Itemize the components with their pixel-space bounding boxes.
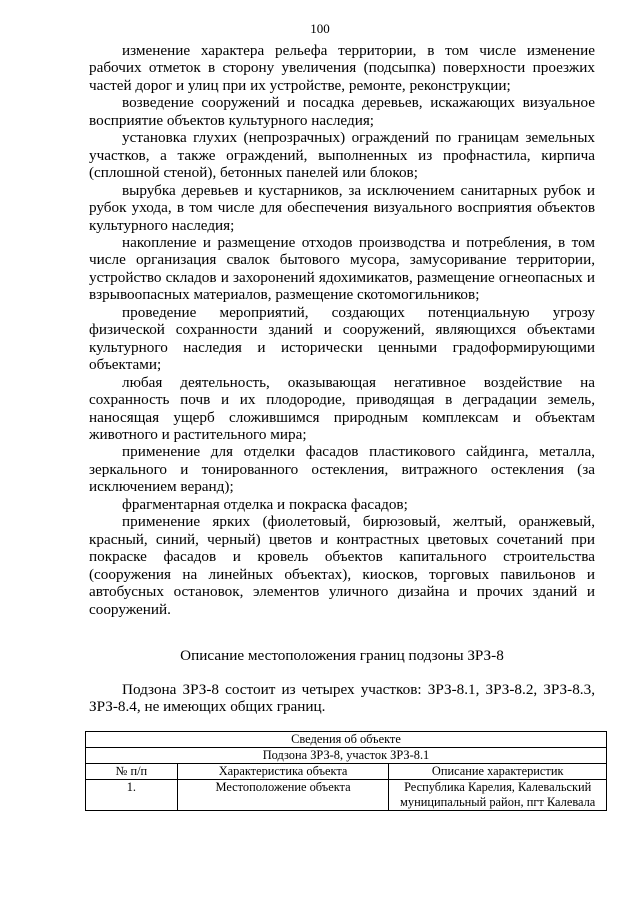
table-row [86, 780, 607, 811]
paragraph: установка глухих (непрозрачных) ограждений по границам земельных участков, а также ограждений, выполненных из профнастила, кирпича (сплошной стеной), бетонных панелей или блоков; [89, 129, 595, 182]
page-number: 100 [310, 21, 330, 36]
paragraph: возведение сооружений и посадка деревьев, искажающих визуальное восприятие объектов культурного наследия; [89, 94, 595, 129]
paragraph: применение для отделки фасадов пластикового сайдинга, металла, зеркального и тонированного остекления, витражного остекления (за исключением веранд); [89, 443, 595, 496]
object-info-table [85, 731, 607, 811]
column-header: Характеристика объекта [177, 764, 389, 780]
table-header-row [86, 764, 607, 780]
paragraph: накопление и размещение отходов производства и потребления, в том числе организация свалок бытового мусора, замусоривание территории, устройство складов и захоронений ядохимикатов, размещение огнеопасных и взрывоопасных материалов, размещение скотомогильников; [89, 233, 595, 304]
column-header: № п/п [86, 764, 178, 780]
table-cell: Местоположение объекта [177, 780, 389, 811]
paragraph: применение ярких (фиолетовый, бирюзовый, желтый, оранжевый, красный, синий, черный) цветов и контрастных цветовых сочетаний при покраске фасадов и кровель объектов капитального строительства (сооружения на линейных объектах), киосков, торговых павильонов и автобусных остановок, элементов уличного дизайна и прочих зданий и сооружений. [89, 513, 595, 618]
table-subtitle: Подзона ЗРЗ-8, участок ЗРЗ-8.1 [86, 748, 607, 764]
column-header: Описание характеристик [389, 764, 607, 780]
paragraph: вырубка деревьев и кустарников, за исключением санитарных рубок и рубок ухода, в том числе для обеспечения визуального восприятия объектов культурного наследия; [89, 181, 595, 234]
paragraph: фрагментарная отделка и покраска фасадов; [122, 495, 408, 513]
intro-paragraph: Подзона ЗРЗ-8 состоит из четырех участков: ЗРЗ-8.1, ЗРЗ-8.2, ЗРЗ-8.3, ЗРЗ-8.4, не имеющих общих границ. [89, 681, 595, 716]
table-cell: Республика Карелия, Калевальский муниципальный район, пгт Калевала [389, 780, 607, 811]
paragraph: проведение мероприятий, создающих потенциальную угрозу физической сохранности зданий и сооружений, являющихся объектами культурного наследия и исторически ценными градоформирующими объектами; [89, 303, 595, 374]
table-title: Сведения об объекте [86, 732, 607, 748]
table-title-row [86, 732, 607, 748]
paragraph: изменение характера рельефа территории, в том числе изменение рабочих отметок в сторону увеличения (подсыпка) поверхности проезжих частей дорог и улиц при их устройстве, ремонте, реконструкции; [89, 42, 595, 94]
section-heading: Описание местоположения границ подзоны ЗРЗ-8 [180, 647, 504, 664]
paragraph: любая деятельность, оказывающая негативное воздействие на сохранность почв и их плодородие, приводящая в деградации земель, наносящая ущерб сложившимся природным комплексам и объектам животного и растительного мира; [89, 373, 595, 443]
table-subtitle-row [86, 748, 607, 764]
restrictions-list [89, 42, 595, 618]
table-cell: 1. [86, 780, 178, 811]
